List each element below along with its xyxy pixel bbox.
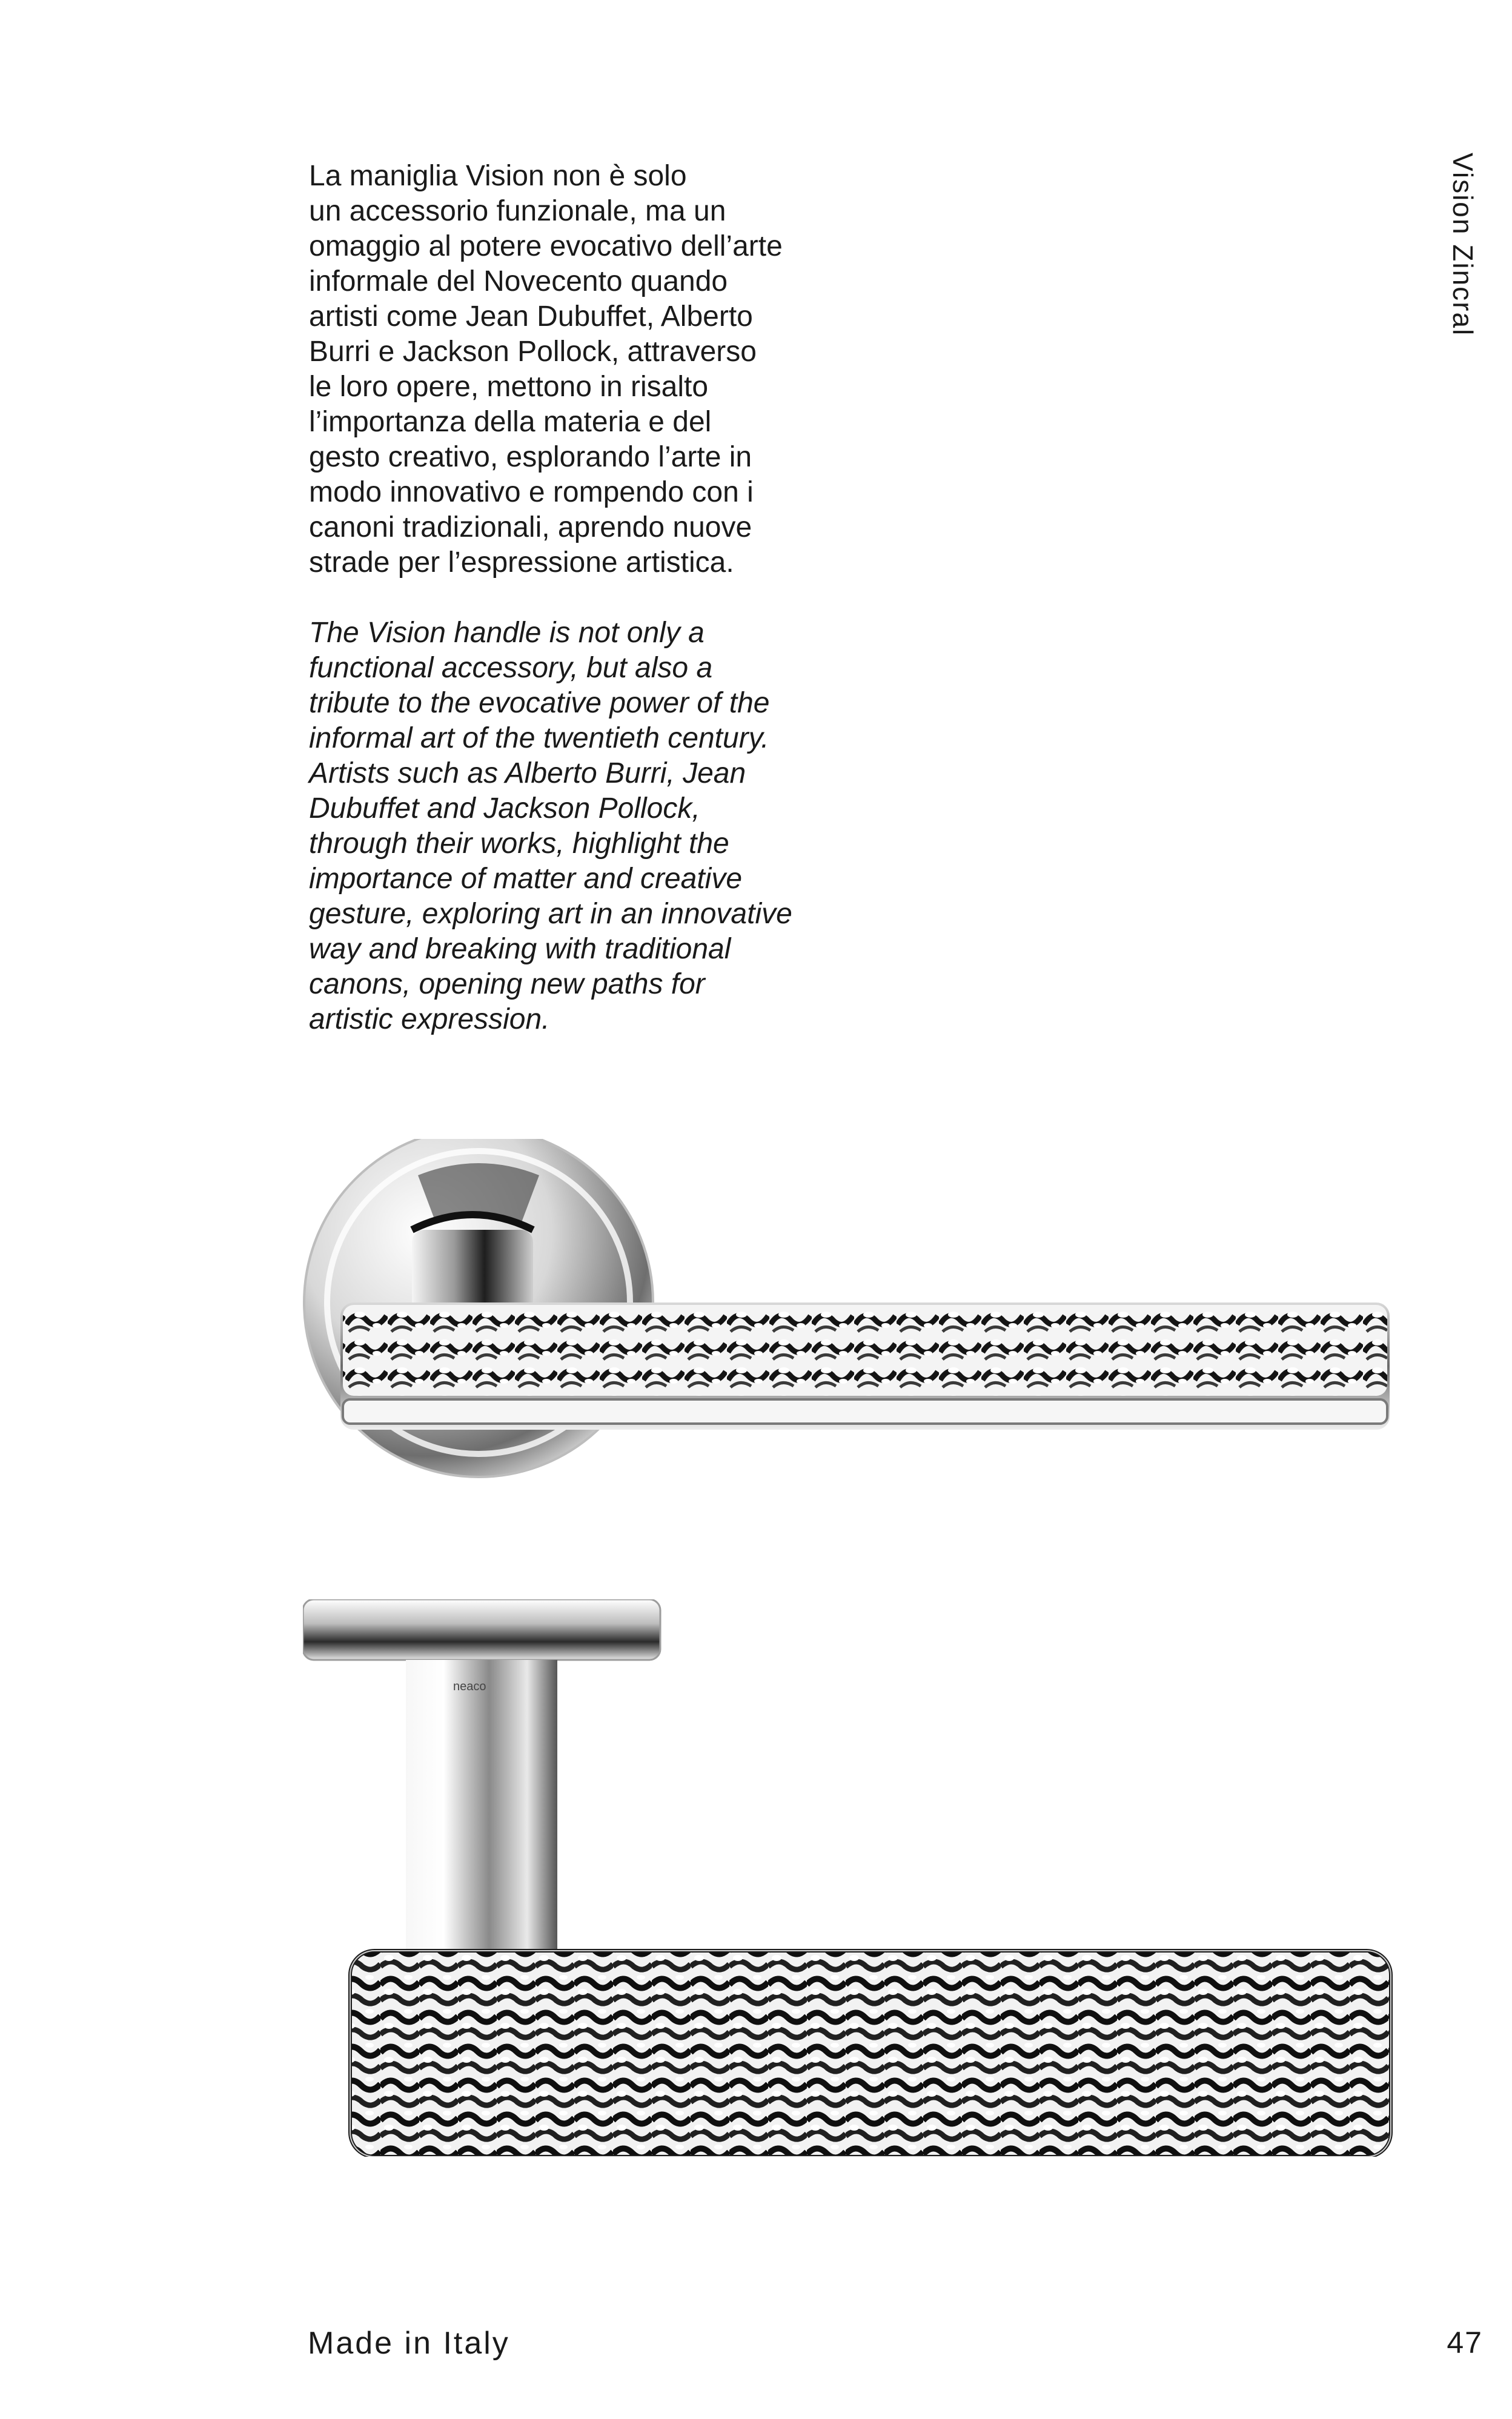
page-number: 47 [1447,2326,1483,2360]
made-in-italy-label: Made in Italy [308,2326,510,2361]
handle-front-view-image [303,1139,1393,1478]
english-description: The Vision handle is not only a functional accessory, but also a tribute to the evocative power of the informal art of the twentieth century. Artists such as Alberto Burri, Jean Dubuffet and Jackson Pollock, through their works, highlight the importance of matter and creative gesture, exploring art in an innovative way and breaking with traditional canons, opening new paths for artistic expression. [309,617,792,1035]
italian-description: La maniglia Vision non è solo un accessorio funzionale, ma un omaggio al potere evocativo dell’arte informale del Novecento quando artisti come Jean Dubuffet, Alberto Burri e Jackson Pollock, attraverso le loro opere, mettono in risalto l’importanza della materia e del gesto creativo, esplorando l’arte in modo innovativo e rompendo con i canoni tradizionali, aprendo nuove strade per l’espressione artistica. [309,160,783,579]
product-title-vertical: Vision Zincral [1447,153,1479,337]
brand-mark: neaco [453,1680,486,1693]
handle-side-view-image [303,1599,1393,2157]
